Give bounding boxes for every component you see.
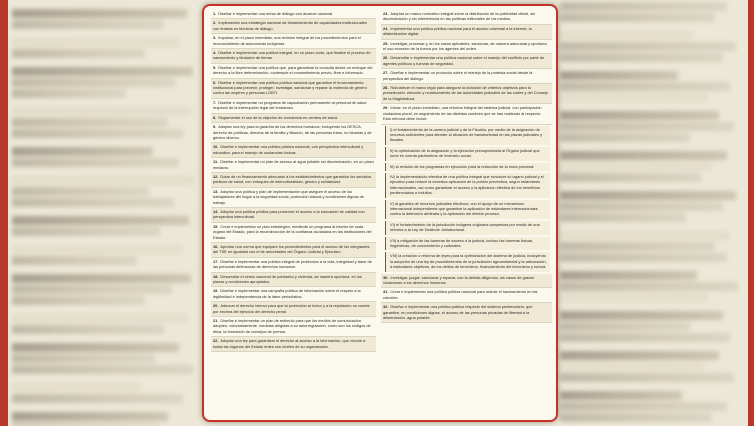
recommendation-number: 13. [213, 188, 219, 194]
recommendation-subitem: VI) el fortalecimiento de la jurisdicción indígena originaria campesina por medio de una reforma a la Ley de Deslinde Jurisdiccional. [385, 221, 550, 235]
recommendation-text: Diseñar e implementar una política pública nacional que garantice el funcionamiento institucional para prevenir, proteger, investigar, sancionar y reparar la violencia de género contra las mujeres y personas LGBTI. [213, 79, 367, 96]
blurred-text-line [560, 413, 712, 422]
recommendation-number: 26. [383, 55, 389, 61]
recommendation-number: 31. [383, 289, 389, 295]
blurred-text-line [12, 78, 175, 87]
blurred-text-line [12, 354, 155, 363]
recommendation-item [211, 114, 376, 123]
blurred-text-line [12, 343, 179, 352]
blurred-text-line [560, 42, 736, 51]
blurred-text-line [560, 271, 697, 280]
recommendation-text: Desarrollar e implementar una política nacional sobre el manejo del conflicto por parte de agentes públicos y fuerzas de seguridad. [383, 55, 545, 66]
blurred-text-line [560, 111, 719, 120]
recommendation-number: 29. [383, 105, 389, 111]
recommendation-text: Crear e implementar una política pública nacional para reducir el hacinamiento en las cárceles. [383, 289, 538, 300]
recommendation-text: Reglamentar el uso de la objeción de conciencia en centros de salud. [218, 114, 339, 120]
recommendation-number: 10. [213, 144, 219, 150]
blurred-text-line [560, 391, 682, 400]
blurred-text-line [560, 13, 715, 22]
recommendation-item [381, 10, 552, 25]
recommendation-number: 9. [213, 124, 217, 130]
blurred-text-line [560, 242, 715, 251]
recommendation-item [381, 40, 552, 55]
recommendation-text: Diseñar e implementar un programa de capacitación permanente al personal de salud respecto de la interrupción legal del embarazo. [213, 99, 367, 111]
blurred-text-line [12, 67, 193, 76]
recommendation-text: Impulsar, en el plazo inmediato, una revisión integral de los procedimientos para el reconocimiento de autonomías indígenas. [213, 35, 361, 46]
blurred-text-line [12, 20, 164, 29]
blurred-text-line [560, 362, 704, 371]
recommendation-text: Adoptar una ley para la garantía de los derechos humanos, incluyendo los DESCA, derecho de políticas, directos de la familia y filiación, de las personas trans, no binarias y de género diverso. [213, 124, 372, 140]
blurred-text-line [12, 296, 145, 305]
blurred-text-line [560, 322, 690, 331]
recommendation-text: Investigar, juzgar, sancionar y reparar, con la debida diligencia, los casos de graves violaciones a los derechos humanos. [383, 274, 535, 286]
recommendation-item [211, 10, 376, 19]
recommendation-subitem: IV) la implementación efectiva de una política integral que involucre al órgano judicial y el ejecutivo para reducir la excesiva aplicación de la prisión preventiva, según estándares internacionales, así como garantizar el acceso y la aplicación efectiva de los beneficios penitenciarios e indultos. [385, 173, 550, 198]
recommendation-subitem: I) el fortalecimiento de la carrera judicial y de la Fiscalía, por medio de la asignación de recursos suficientes para atender la situación de transitoriedad en las plazas judiciales y fiscales. [385, 126, 550, 145]
blurred-text-line [560, 2, 727, 11]
blurred-text-line [12, 256, 137, 265]
recommendation-item [211, 208, 376, 223]
recommendation-subitem: VII) a mitigación de las barreras de acceso a la justicia, incluso las barreras físicas, lingüísticas, de conocimiento y culturales. [385, 237, 550, 251]
recommendation-number: 15. [213, 223, 219, 229]
recommendation-text: Diseñar e implementar una campaña pública de información sobre el respeto a la legitimidad e independencia de la labor periodística. [213, 288, 361, 299]
recommendation-text: Implementar una política pública nacional para el acceso universal a la internet, la alfabetización digital. [383, 25, 532, 37]
left-red-edge [0, 0, 8, 426]
recommendation-text: Adoptar una ley para garantizar el derecho al acceso a la información, que vincule a todas las órganos del Estado entes sus niveles de su organización. [213, 338, 366, 349]
recommendation-text: Diseñar e implementar un protocolo sobre el manejo de la protesta social desde la perspectiva del diálogo. [383, 70, 533, 81]
recommendation-text: Adoptar una política y plan de implementación que asegure el acceso de los trabajadores del hogar a la seguridad social, protección laboral y condiciones dignas de trabajo. [213, 188, 364, 205]
blurred-text-line [12, 285, 172, 294]
recommendation-text: Dotar de un financiamiento adecuado a los establecimientos que garantice los servicios públicos de salud, con enfoques de interculturalidad, género y solidaridad. [213, 173, 372, 185]
blurred-text-right [560, 0, 745, 426]
recommendation-text: Iniciar, en el plazo inmediato, una reforma integral del sistema judicial, con participación ciudadana plural, en seguimiento de las distintas cumbres que se han realizado al respecto. Esta reforma debe incluir: [383, 105, 542, 122]
recommendation-item [211, 223, 376, 243]
recommendation-text: Robustecer el marco legal para asegurar la inclusión de criterios objetivos para la preselección, elección y nombramiento de las autoridades judiciales de las cortes y del Consejo de la Magistratura. [383, 85, 549, 101]
recommendation-number: 3. [213, 35, 217, 41]
recommendation-item [211, 188, 376, 208]
recommendation-text: Adecuar el derecho interno para que la protección al honor y a la reputación no cuente por encima del ejercicio del derecho penal. [213, 303, 370, 314]
recommendation-number: 21. [213, 318, 219, 324]
recommendation-number: 16. [213, 244, 219, 249]
recommendation-item [381, 303, 552, 323]
blurred-text-line [560, 71, 678, 80]
blurred-text-line [12, 394, 183, 403]
blurred-text-line [12, 49, 145, 58]
blurred-text-line [12, 158, 179, 167]
recommendation-item [211, 173, 376, 188]
recommendation-number: 18. [213, 273, 219, 279]
blurred-text-line [12, 176, 194, 185]
blurred-text-line [12, 412, 168, 421]
recommendation-text: Aprobar una norma que equipare los procedimientos para el acceso de los integrantes del TSE en igualdad con el de autoridades del Órgano Judicial y Ejecutivo. [213, 244, 370, 255]
recommendation-number: 22. [213, 338, 219, 344]
recommendation-number: 12. [213, 173, 219, 179]
recommendations-card [202, 4, 558, 422]
recommendation-text: Diseñar e implementar una mesa de diálogo con alcance nacional. [218, 11, 334, 16]
blurred-text-line [12, 118, 168, 127]
recommendation-item [211, 287, 376, 302]
blurred-text-line [560, 282, 738, 291]
recommendations-column-right [381, 10, 552, 418]
recommendation-number: 32. [383, 304, 389, 310]
recommendation-item [211, 143, 376, 158]
recommendation-item [211, 99, 376, 114]
blurred-text-line [560, 311, 723, 320]
recommendation-item [211, 302, 376, 317]
blurred-text-line [560, 351, 719, 360]
recommendation-item [211, 158, 376, 173]
blurred-text-line [12, 325, 164, 334]
blurred-text-line [560, 133, 690, 142]
blurred-text-line [560, 293, 708, 302]
recommendation-text: Diseñar e implementar una política que, para garantizar la consulta desde un enfoque del derecho a la libre determinación, contemple el consentimiento previo, libre e informado. [213, 64, 373, 76]
blurred-text-line [12, 9, 187, 18]
recommendation-item [211, 49, 376, 64]
recommendation-item [381, 54, 552, 69]
recommendation-subitem: VIII) la creación o reforma de leyes para la optimización del sistema de justicia, incluyendo la adopción de una ley de procedimientos de la jurisdicción agroambiental y la adecuación, a estándares objetivos, de los delitos de terrorismo, financiamiento del terrorismo y tortura. [385, 252, 550, 271]
recommendation-item [381, 274, 552, 289]
recommendation-number: 20. [213, 303, 219, 309]
blurred-text-line [560, 122, 734, 131]
recommendation-number: 7. [213, 99, 217, 105]
recommendation-item [381, 84, 552, 104]
recommendation-item [211, 19, 376, 34]
blurred-text-line [560, 231, 730, 240]
recommendation-number: 1. [213, 11, 217, 16]
blurred-text-line [12, 383, 141, 392]
blurred-text-line [560, 202, 723, 211]
recommendation-number: 25. [383, 40, 389, 46]
recommendation-text: Adoptar un marco normativo integral sobre la distribución de la publicidad oficial, sin discriminación y sin interferencia en las políticas editoriales de los medios. [383, 11, 536, 22]
recommendation-number: 8. [213, 114, 217, 120]
blurred-text-line [560, 82, 730, 91]
blurred-text-line [12, 365, 193, 374]
blurred-text-line [12, 38, 179, 47]
recommendation-text: Diseñar e implementar una política pública nacional, con perspectiva intercultural y educativa, para el manejo de sustancias tóxicas. [213, 144, 364, 155]
blurred-text-line [12, 314, 187, 323]
recommendation-number: 30. [383, 274, 389, 280]
recommendation-text: Desarrollar el censo nacional de población y vivienda, de manera oportuna, en los plazos y condiciones apropiados. [213, 273, 362, 285]
recommendation-number: 27. [383, 70, 389, 76]
recommendation-text: Diseñar e implementar una política pública respecto del sistema penitenciario, que garantice, en condiciones dignas, el acceso de las personas privadas de libertad a la alimentación, agua potable. [383, 304, 533, 321]
recommendation-text: Adoptar una política pública para promover el acceso a la educación de calidad con perspectiva intercultural. [213, 208, 365, 220]
recommendation-item [381, 288, 552, 303]
recommendation-item [211, 258, 376, 273]
recommendation-item [211, 123, 376, 143]
recommendation-number: 2. [213, 20, 217, 26]
blurred-text-left [12, 0, 202, 426]
blurred-text-line [12, 129, 183, 138]
recommendation-item [211, 273, 376, 288]
recommendation-item [381, 104, 552, 124]
blurred-text-line [560, 31, 693, 40]
recommendation-subitem: V) la garantía de recursos judiciales efectivos, con el apoyo de un mecanismo internacional independiente que garantice la aplicación de estándares internacionales contra la detención arbitraria y la aplicación del debido proceso. [385, 200, 550, 219]
recommendation-text: Diseñar e implementar un plan de estímulo para que los medios de comunicación adopten, voluntariamente, medidas dirigidas a su autorregulación, como son los códigos de ética, la formación de consejos de prensa. [213, 318, 371, 334]
recommendation-item [211, 79, 376, 99]
recommendation-number: 11. [213, 159, 219, 165]
blurred-text-line [560, 333, 730, 342]
blurred-text-line [560, 93, 708, 102]
blurred-text-line [560, 191, 736, 200]
recommendation-item [211, 337, 376, 352]
recommendation-item [211, 317, 376, 337]
recommendation-text: Diseñar e implementar una política integral de protección a la vida, integridad y labor de las personas defensoras de derechos humanos. [213, 258, 372, 270]
blurred-text-line [560, 213, 686, 222]
recommendation-number: 5. [213, 64, 217, 70]
blurred-text-line [560, 402, 727, 411]
blurred-text-line [12, 245, 183, 254]
blurred-text-line [560, 253, 727, 262]
blurred-text-line [12, 107, 191, 116]
recommendation-subitem: III) la revisión de los programas en ejecución para la reducción de la mora procesal. [385, 163, 550, 171]
recommendation-number: 23. [383, 11, 389, 16]
recommendation-item [211, 243, 376, 258]
recommendation-item [211, 34, 376, 49]
blurred-text-line [560, 373, 734, 382]
recommendation-text: Implementar una estrategia nacional de fortalecimiento de capacidades institucionales con énfasis en técnicas de diálogo. [213, 20, 367, 31]
recommendation-item [381, 25, 552, 40]
blurred-text-line [12, 187, 149, 196]
blurred-text-line [12, 274, 191, 283]
recommendation-text: Diseñar e implementar una política integral, en un plazo corto, que finalice el proceso de saneamiento y titulación de tierras. [213, 50, 371, 61]
recommendation-number: 14. [213, 208, 219, 214]
blurred-text-line [12, 89, 126, 98]
recommendation-text: Crear e implementar un plan estratégico, mediante un programa al interior de cada órgano del Estado, para la reconstrucción de la confianza ciudadana en las instituciones del Estado. [213, 223, 372, 240]
recommendation-item [381, 69, 552, 84]
recommendation-number: 6. [213, 79, 217, 85]
recommendation-number: 17. [213, 258, 219, 264]
recommendation-number: 4. [213, 50, 217, 56]
recommendation-subitem: II) la optimización de la asignación y la ejecución presupuestaria al Órgano judicial que tome en cuenta parámetros de inversión social. [385, 147, 550, 161]
recommendation-text: Diseñar e implementar un plan de acceso al agua potable sin discriminación, en un plazo mediano. [213, 159, 374, 170]
blurred-text-line [12, 227, 160, 236]
blurred-text-line [12, 198, 174, 207]
blurred-text-line [12, 216, 189, 225]
recommendation-item [211, 64, 376, 79]
recommendation-number: 24. [383, 25, 389, 31]
blurred-text-line [560, 162, 712, 171]
recommendation-text: Investigar, procesar y, en los casos aplicables, sancionar, de manera adecuada y oportuna, el uso excesivo de la fuerza por los agentes del orden. [383, 40, 548, 52]
recommendation-number: 19. [213, 288, 219, 294]
blurred-text-line [560, 53, 723, 62]
blurred-text-line [12, 147, 153, 156]
blurred-text-line [560, 151, 727, 160]
recommendations-column-left [211, 10, 376, 418]
recommendation-number: 28. [383, 85, 389, 91]
blurred-text-line [560, 173, 701, 182]
right-red-edge [748, 0, 754, 426]
